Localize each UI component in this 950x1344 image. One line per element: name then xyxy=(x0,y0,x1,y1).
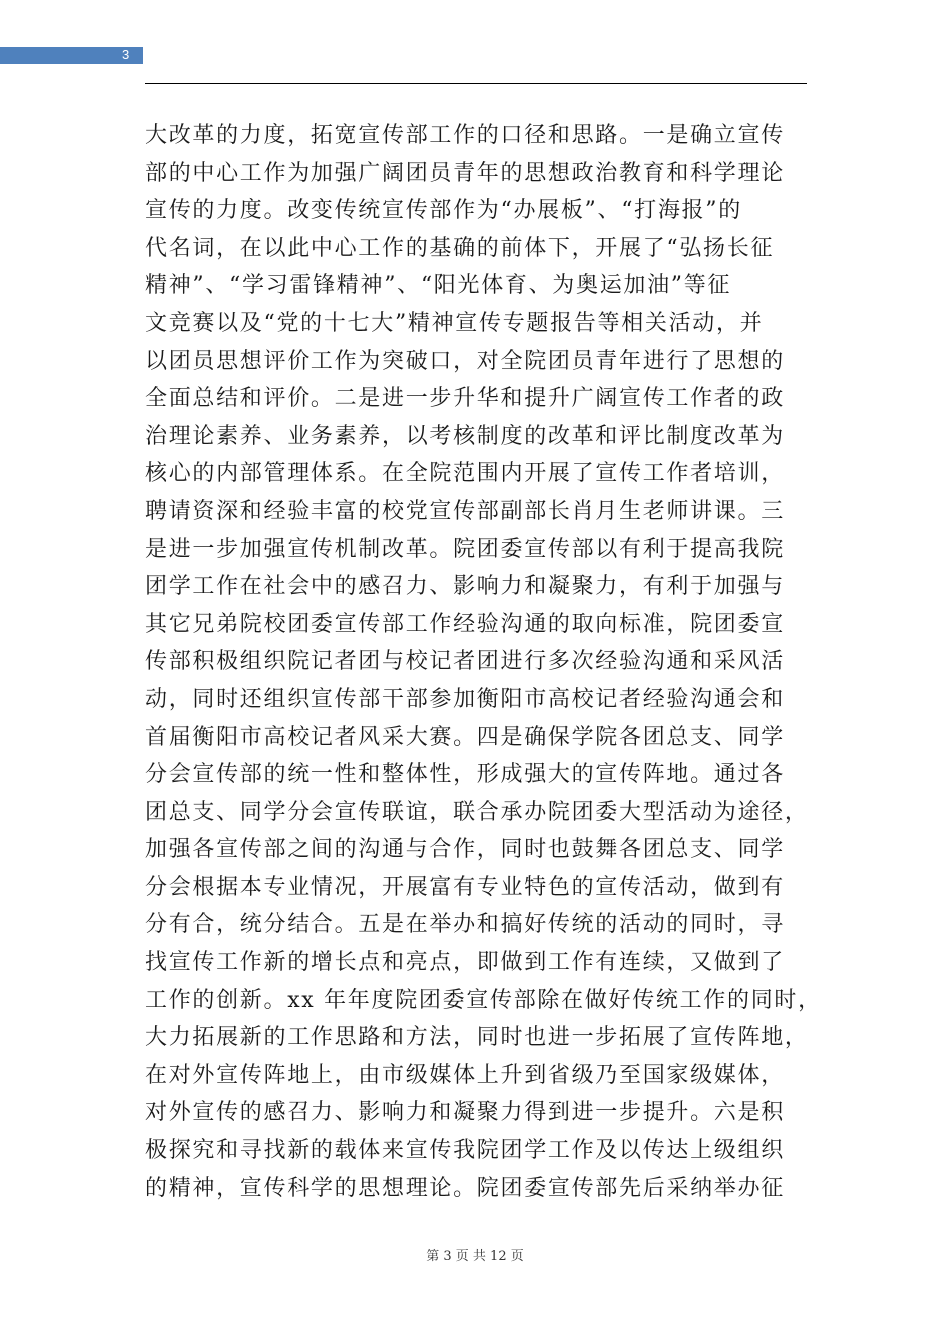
header-page-number: 3 xyxy=(122,47,130,62)
text-line: 在对外宣传阵地上，由市级媒体上升到省级乃至国家级媒体， xyxy=(145,1062,785,1088)
text-line: 极探究和寻找新的载体来宣传我院团学工作及以传达上级组织 xyxy=(145,1138,785,1164)
text-line: 核心的内部管理体系。在全院范围内开展了宣传工作者培训， xyxy=(145,461,785,487)
text-line: 聘请资深和经验丰富的校党宣传部副部长肖月生老师讲课。三 xyxy=(145,498,785,524)
text-line: 代名词，在以此中心工作的基确的前体下，开展了“弘扬长征 xyxy=(145,235,775,261)
text-line: 大改革的力度，拓宽宣传部工作的口径和思路。一是确立宣传 xyxy=(145,123,785,148)
body-text xyxy=(145,117,822,1207)
text-line: 团学工作在社会中的感召力、影响力和凝聚力，有利于加强与 xyxy=(145,574,785,600)
text-line: 首届衡阳市高校记者风采大赛。四是确保学院各团总支、同学 xyxy=(145,724,785,750)
text-line: 的精神，宣传科学的思想理论。院团委宣传部先后采纳举办征 xyxy=(145,1175,785,1201)
text-line: 工作的创新。xx 年年度院团委宣传部除在做好传统工作的同时， xyxy=(145,987,822,1013)
text-line: 以团员思想评价工作为突破口，对全院团员青年进行了思想的 xyxy=(145,348,785,374)
text-line: 找宣传工作新的增长点和亮点，即做到工作有连续，又做到了 xyxy=(145,950,785,976)
text-line: 是进一步加强宣传机制改革。院团委宣传部以有利于提高我院 xyxy=(145,536,785,562)
page-footer: 第 3 页 共 12 页 xyxy=(426,1249,524,1264)
text-line: 文竞赛以及“党的十七大”精神宣传专题报告等相关活动，并 xyxy=(145,310,764,336)
text-line: 分会根据本专业情况，开展富有专业特色的宣传活动，做到有 xyxy=(145,874,785,900)
text-line: 动，同时还组织宣传部干部参加衡阳市高校记者经验沟通会和 xyxy=(145,686,785,712)
text-line: 精神”、“学习雷锋精神”、“阳光体育、为奥运加油”等征 xyxy=(145,273,732,299)
text-line: 大力拓展新的工作思路和方法，同时也进一步拓展了宣传阵地， xyxy=(145,1025,809,1051)
text-line: 其它兄弟院校团委宣传部工作经验沟通的取向标准，院团委宣 xyxy=(145,611,785,637)
text-line: 传部积极组织院记者团与校记者团进行多次经验沟通和采风活 xyxy=(145,649,785,675)
text-line: 团总支、同学分会宣传联谊，联合承办院团委大型活动为途径， xyxy=(145,799,809,825)
text-line: 分会宣传部的统一性和整体性，形成强大的宣传阵地。通过各 xyxy=(145,762,785,788)
text-line: 部的中心工作为加强广阔团员青年的思想政治教育和科学理论 xyxy=(145,160,785,186)
text-line: 分有合，统分结合。五是在举办和搞好传统的活动的同时，寻 xyxy=(145,912,785,938)
header-divider xyxy=(145,83,807,84)
text-line: 治理论素养、业务素养，以考核制度的改革和评比制度改革为 xyxy=(145,423,785,449)
text-line: 对外宣传的感召力、影响力和凝聚力得到进一步提升。六是积 xyxy=(145,1100,785,1126)
text-line: 宣传的力度。改变传统宣传部作为“办展板”、“打海报”的 xyxy=(145,198,742,224)
text-line: 全面总结和评价。二是进一步升华和提升广阔宣传工作者的政 xyxy=(145,386,785,412)
text-line: 加强各宣传部之间的沟通与合作，同时也鼓舞各团总支、同学 xyxy=(145,837,785,863)
